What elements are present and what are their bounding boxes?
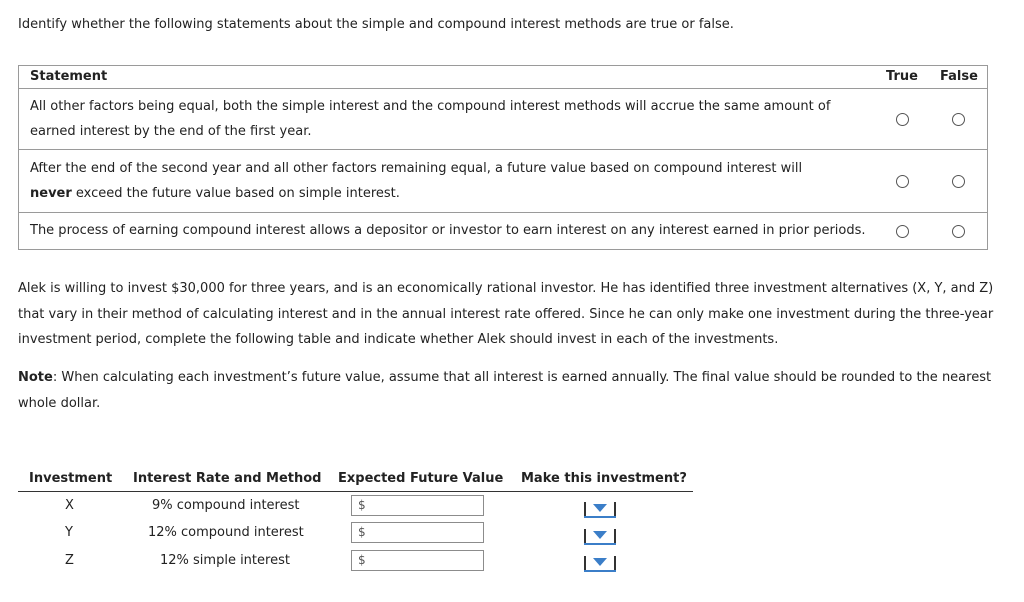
dollar-sign: $ <box>358 525 366 539</box>
statement-row-2 <box>19 150 987 213</box>
invest-decision-dropdown[interactable] <box>584 502 616 518</box>
future-value-input[interactable] <box>351 522 484 543</box>
true-radio[interactable] <box>896 225 909 238</box>
dropdown-arrow-icon <box>593 504 607 512</box>
invest-decision-dropdown[interactable] <box>584 556 616 572</box>
header-rate-method: Interest Rate and Method <box>133 471 322 486</box>
statement-text <box>30 218 880 243</box>
dollar-sign: $ <box>358 498 366 512</box>
statement-line: After the end of the second year and all other factors remaining equal, a future value based on compound interest will <box>30 161 803 176</box>
note-paragraph <box>18 365 1003 416</box>
statement-row-1 <box>19 89 987 150</box>
statement-text <box>30 94 850 144</box>
dropdown-arrow-icon <box>593 558 607 566</box>
true-radio[interactable] <box>896 175 909 188</box>
statement-line: The process of earning compound interest allows a depositor or investor to earn interest on any interest earned in prior periods. <box>30 223 866 238</box>
statement-line: All other factors being equal, both the simple interest and the compound interest methods will accrue the same amount of <box>30 99 831 114</box>
header-true: True <box>886 69 918 84</box>
statement-line <box>30 181 850 206</box>
header-false: False <box>940 69 978 84</box>
header-make-investment: Make this investment? <box>521 471 687 486</box>
scenario-paragraph: Alek is willing to invest $30,000 for three years, and is an economically rational investor. He has identified three investment alternatives (X, Y, and Z) that vary in their method of calculating interest and in the annual interest rate offered. Since he can only make one investment during the three-year investment period, complete the following table and indicate whether Alek should invest in each of the investments. <box>18 281 994 347</box>
false-radio[interactable] <box>952 113 965 126</box>
instructions-text: Identify whether the following statements about the simple and compound interest methods are true or false. <box>18 17 734 32</box>
true-radio[interactable] <box>896 113 909 126</box>
statement-line-rest: exceed the future value based on simple interest. <box>71 186 400 201</box>
false-radio[interactable] <box>952 175 965 188</box>
note-text: : When calculating each investment’s future value, assume that all interest is earned annually. The final value should be rounded to the nearest whole dollar. <box>18 370 992 411</box>
statement-table-header <box>19 66 987 89</box>
dollar-sign: $ <box>358 553 366 567</box>
statement-table <box>18 65 988 250</box>
note-label: Note <box>18 370 53 385</box>
header-investment: Investment <box>29 471 113 486</box>
investment-label: Y <box>65 525 73 540</box>
emphasis-never: never <box>30 186 72 201</box>
false-radio[interactable] <box>952 225 965 238</box>
header-future-value: Expected Future Value <box>338 471 504 486</box>
dropdown-arrow-icon <box>593 531 607 539</box>
invest-decision-dropdown[interactable] <box>584 529 616 545</box>
statement-row-3 <box>19 213 987 249</box>
investment-label: X <box>65 498 74 513</box>
future-value-input[interactable] <box>351 550 484 571</box>
future-value-input[interactable] <box>351 495 484 516</box>
header-divider <box>18 491 693 492</box>
rate-method: 9% compound interest <box>152 498 300 513</box>
rate-method: 12% compound interest <box>148 525 304 540</box>
header-statement: Statement <box>30 69 108 84</box>
statement-line: earned interest by the end of the first year. <box>30 124 312 139</box>
statement-text <box>30 156 850 206</box>
investment-label: Z <box>65 553 74 568</box>
rate-method: 12% simple interest <box>160 553 290 568</box>
